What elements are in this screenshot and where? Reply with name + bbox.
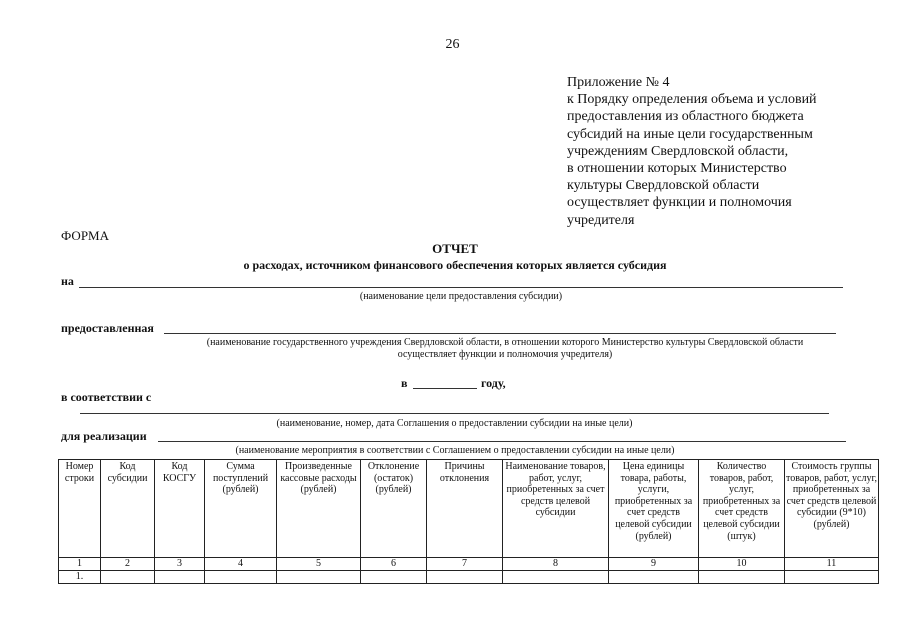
appendix-line: субсидий на иные цели государственным bbox=[567, 126, 813, 142]
table-cell[interactable] bbox=[609, 570, 699, 583]
table-cell[interactable] bbox=[205, 570, 277, 583]
report-title: ОТЧЕТ bbox=[432, 241, 478, 256]
appendix-line: в отношении которых Министерство bbox=[567, 161, 787, 177]
column-number: 9 bbox=[609, 558, 699, 571]
column-number: 6 bbox=[361, 558, 427, 571]
table-cell[interactable] bbox=[101, 570, 155, 583]
provided-hint-2: осуществляет функции и полномочия учредителя) bbox=[397, 349, 613, 360]
column-header: Цена единицы товара, работы, услуги, приобретенных за счет средств целевой субсидии (рублей) bbox=[609, 460, 699, 558]
appendix-line: учредителя bbox=[567, 212, 635, 228]
column-header: Количество товаров, работ, услуг, приобретенных за счет средств целевой субсидии (штук) bbox=[699, 460, 785, 558]
column-number: 2 bbox=[101, 558, 155, 571]
column-number: 4 bbox=[205, 558, 277, 571]
column-number-row bbox=[59, 558, 879, 571]
column-header: Наименование товаров, работ, услуг, приобретенных за счет средств целевой субсидии bbox=[503, 460, 609, 558]
column-number: 1 bbox=[59, 558, 101, 571]
provided-field-line[interactable] bbox=[164, 333, 836, 334]
appendix-block bbox=[567, 74, 867, 229]
report-subtitle: о расходах, источником финансового обеспечения которых является субсидия bbox=[243, 258, 667, 272]
report-table bbox=[58, 459, 879, 584]
table-cell[interactable] bbox=[155, 570, 205, 583]
column-number: 11 bbox=[785, 558, 879, 571]
table-cell[interactable] bbox=[361, 570, 427, 583]
form-label: ФОРМА bbox=[61, 228, 109, 243]
realization-label: для реализации bbox=[61, 429, 147, 443]
na-field-line[interactable] bbox=[79, 287, 843, 288]
na-label: на bbox=[61, 274, 74, 288]
year-field-line[interactable] bbox=[413, 388, 477, 389]
na-hint: (наименование цели предоставления субсидии) bbox=[359, 291, 563, 302]
accordance-label: в соответствии с bbox=[61, 390, 152, 404]
column-header: Причины отклонения bbox=[427, 460, 503, 558]
appendix-line: учреждениям Свердловской области, bbox=[567, 143, 789, 159]
table-cell[interactable] bbox=[427, 570, 503, 583]
column-header: Сумма поступлений (рублей) bbox=[205, 460, 277, 558]
table-cell: 1. bbox=[59, 570, 101, 583]
table-row bbox=[59, 570, 879, 583]
accordance-field-line[interactable] bbox=[80, 413, 829, 414]
table-cell[interactable] bbox=[785, 570, 879, 583]
year-prefix: в bbox=[401, 376, 408, 390]
column-number: 3 bbox=[155, 558, 205, 571]
accordance-hint: (наименование, номер, дата Соглашения о предоставлении субсидии на иные цели) bbox=[276, 418, 633, 429]
column-number: 7 bbox=[427, 558, 503, 571]
column-number: 8 bbox=[503, 558, 609, 571]
table-cell[interactable] bbox=[277, 570, 361, 583]
appendix-line: осуществляет функции и полномочия bbox=[567, 195, 792, 211]
appendix-line: культуры Свердловской области bbox=[567, 178, 760, 194]
page-number: 26 bbox=[445, 37, 460, 52]
table-header-row bbox=[59, 460, 879, 558]
realization-hint: (наименование мероприятия в соответствии с Соглашением о предоставлении субсидии на иные цели) bbox=[235, 445, 675, 456]
column-header: Стоимость группы товаров, работ, услуг, приобретенных за счет средств целевой субсидии (9*10) (рублей) bbox=[785, 460, 879, 558]
appendix-line: предоставления из областного бюджета bbox=[567, 109, 804, 125]
provided-label: предоставленная bbox=[61, 321, 154, 335]
year-suffix: году, bbox=[481, 376, 506, 390]
column-number: 10 bbox=[699, 558, 785, 571]
provided-hint-1: (наименование государственного учреждения Свердловской области, в отношении которого Министерство культуры Свердловской области bbox=[206, 337, 804, 348]
realization-field-line[interactable] bbox=[158, 441, 846, 442]
appendix-line: Приложение № 4 bbox=[567, 75, 670, 90]
table-cell[interactable] bbox=[699, 570, 785, 583]
appendix-line: к Порядку определения объема и условий bbox=[567, 92, 817, 108]
column-header: Код КОСГУ bbox=[155, 460, 205, 558]
table-cell[interactable] bbox=[503, 570, 609, 583]
column-number: 5 bbox=[277, 558, 361, 571]
column-header: Номер строки bbox=[59, 460, 101, 558]
column-header: Код субсидии bbox=[101, 460, 155, 558]
column-header: Отклонение (остаток) (рублей) bbox=[361, 460, 427, 558]
column-header: Произведенные кассовые расходы (рублей) bbox=[277, 460, 361, 558]
